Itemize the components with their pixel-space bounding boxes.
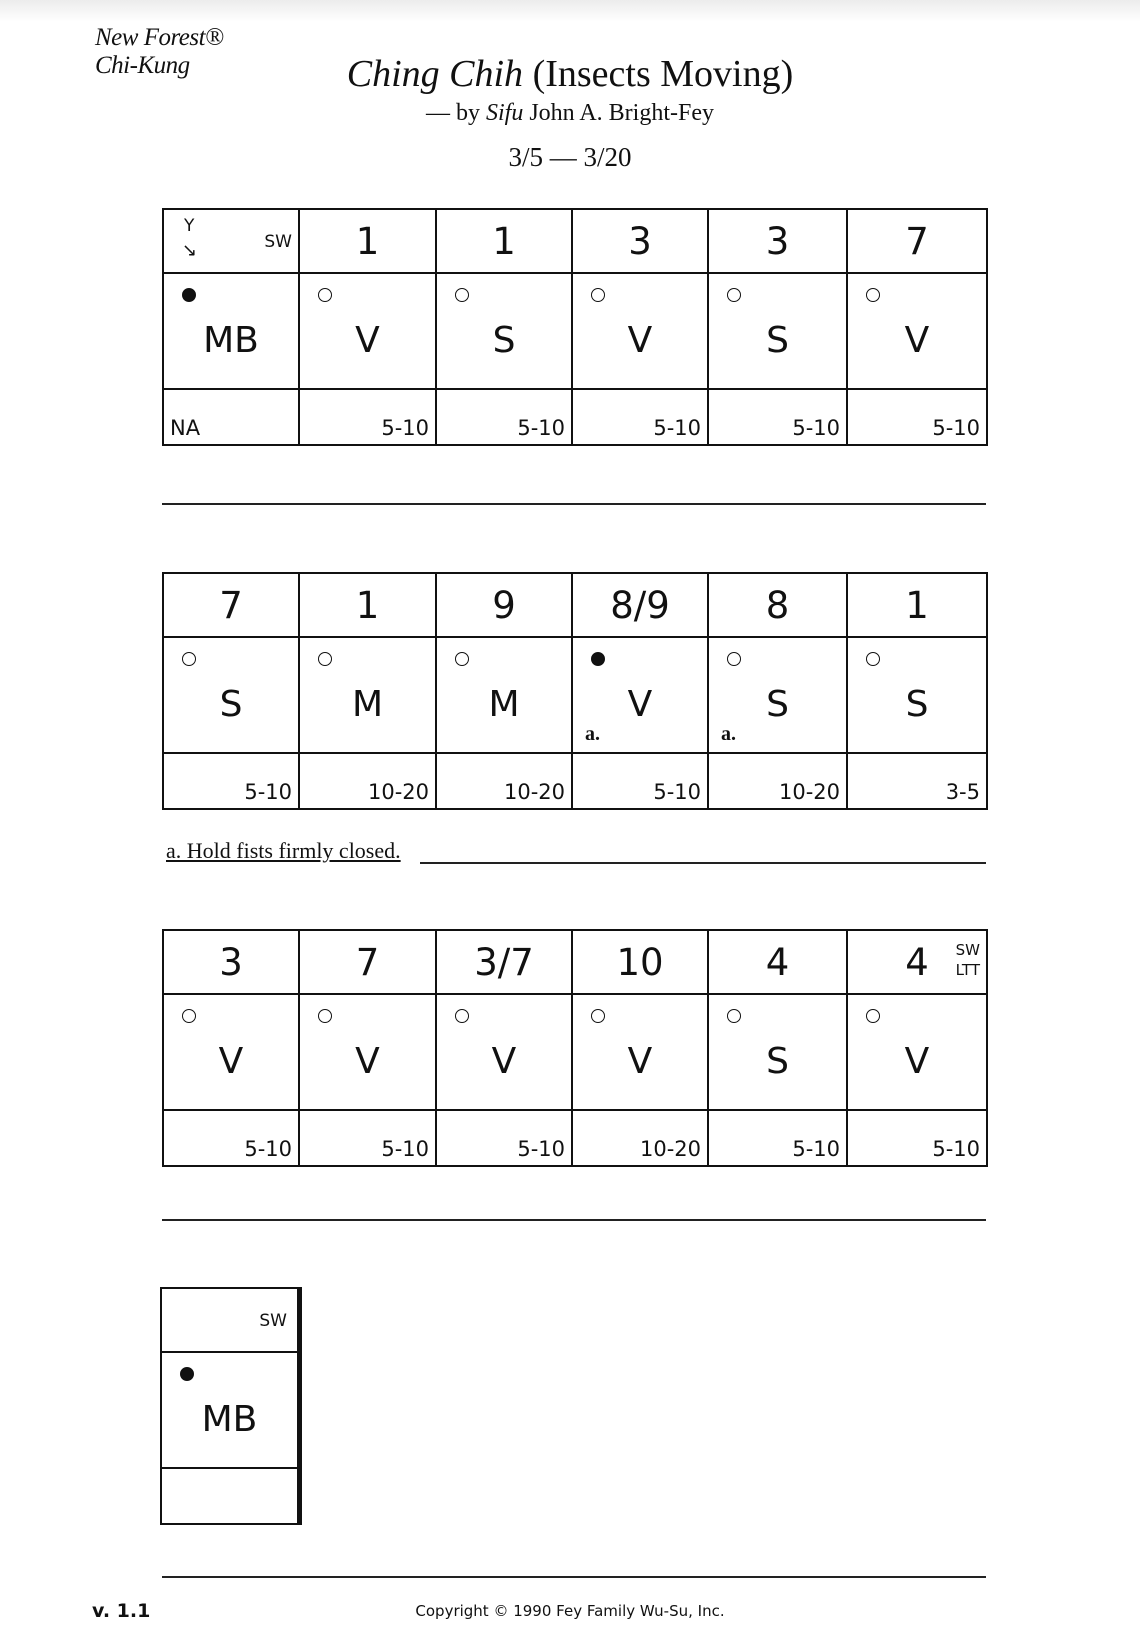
open-circle-icon	[591, 1009, 605, 1023]
move-cell	[299, 273, 436, 389]
move-cell	[847, 273, 987, 389]
cell-duration: 5-10	[653, 416, 701, 440]
notes-line	[162, 503, 986, 505]
duration-cell	[847, 1110, 987, 1166]
number-cell	[436, 209, 572, 273]
number-cell	[163, 930, 299, 994]
cell-duration: 5-10	[932, 416, 980, 440]
cell-duration: 5-10	[244, 780, 292, 804]
footnote: a. Hold fists firmly closed.	[166, 838, 401, 863]
cell-duration: 5-10	[381, 1137, 429, 1161]
duration-cell	[163, 753, 299, 809]
sw-label: SW	[955, 941, 980, 959]
cell-number: 9	[492, 584, 516, 627]
cell-duration: 5-10	[792, 1137, 840, 1161]
open-circle-icon	[727, 652, 741, 666]
duration-cell	[436, 1110, 572, 1166]
move-cell	[161, 1352, 300, 1468]
copyright: Copyright © 1990 Fey Family Wu-Su, Inc.	[415, 1602, 725, 1620]
cell-move: S	[492, 320, 516, 361]
cell-note: a.	[721, 723, 736, 745]
number-row	[163, 930, 987, 994]
title-main: Ching Chih	[346, 53, 524, 95]
open-circle-icon	[455, 1009, 469, 1023]
end-header-cell	[161, 1288, 300, 1352]
move-cell	[572, 637, 708, 753]
cell-move: S	[905, 684, 929, 725]
cell-duration: 10-20	[367, 780, 429, 804]
duration-cell	[708, 1110, 847, 1166]
cell-duration: 10-20	[639, 1137, 701, 1161]
filled-dot-icon	[182, 288, 196, 302]
move-cell	[708, 994, 847, 1110]
move-cell	[436, 637, 572, 753]
move-cell	[436, 994, 572, 1110]
open-circle-icon	[318, 288, 332, 302]
cell-number: 8/9	[610, 584, 670, 627]
duration-cell	[299, 1110, 436, 1166]
number-cell	[572, 573, 708, 637]
move-cell	[847, 994, 987, 1110]
y-label: Y	[184, 216, 195, 236]
sw-label: SW	[259, 1311, 287, 1331]
cell-number: 4	[765, 941, 790, 984]
cell-duration: 10-20	[503, 780, 565, 804]
cell-move: V	[904, 320, 930, 361]
number-cell	[708, 930, 847, 994]
cell-duration: 10-20	[778, 780, 840, 804]
filled-dot-icon	[180, 1367, 194, 1381]
number-cell	[572, 209, 708, 273]
number-cell	[163, 573, 299, 637]
number-row	[163, 209, 987, 273]
cell-move: V	[627, 684, 653, 725]
duration-row	[161, 1468, 300, 1524]
duration-row	[163, 753, 987, 809]
duration-cell	[572, 753, 708, 809]
duration-cell	[299, 389, 436, 445]
move-cell	[708, 273, 847, 389]
number-cell	[847, 573, 987, 637]
cell-number: 10	[616, 941, 664, 984]
cell-move: V	[491, 1041, 517, 1082]
move-cell	[299, 637, 436, 753]
open-circle-icon	[866, 652, 880, 666]
cell-number: 1	[492, 220, 516, 263]
version-label: v. 1.1	[92, 1600, 151, 1622]
open-circle-icon	[591, 288, 605, 302]
cell-number: 1	[355, 220, 380, 263]
cell-duration: 5-10	[381, 416, 429, 440]
filled-dot-icon	[591, 652, 605, 666]
move-cell	[163, 994, 299, 1110]
move-cell	[572, 994, 708, 1110]
cell-move: S	[219, 684, 243, 725]
start-header-cell	[163, 209, 299, 273]
number-row	[163, 573, 987, 637]
duration-row	[163, 389, 987, 445]
open-circle-icon	[727, 288, 741, 302]
number-cell	[847, 930, 987, 994]
open-circle-icon	[318, 1009, 332, 1023]
open-circle-icon	[182, 652, 196, 666]
byline-name: John A. Bright-Fey	[529, 100, 715, 126]
sw-label: SW	[264, 232, 292, 252]
duration-cell	[572, 389, 708, 445]
duration-cell	[299, 753, 436, 809]
duration-cell	[161, 1468, 300, 1524]
cell-duration: 3-5	[945, 780, 980, 804]
open-circle-icon	[866, 1009, 880, 1023]
cell-number: 1	[355, 584, 380, 627]
cell-note: a.	[585, 723, 600, 745]
cell-move: V	[355, 320, 380, 361]
cell-duration: 5-10	[653, 780, 701, 804]
brand-line-1: New Forest®	[95, 24, 224, 51]
cell-number: 3	[765, 220, 790, 263]
sequence-table-2	[162, 572, 988, 810]
duration-cell	[847, 753, 987, 809]
cell-duration: 5-10	[792, 416, 840, 440]
number-cell	[299, 930, 436, 994]
duration-cell	[708, 389, 847, 445]
notes-line	[162, 1219, 986, 1221]
duration-cell	[163, 1110, 299, 1166]
date-range: 3/5 — 3/20	[508, 142, 632, 172]
move-row	[163, 637, 987, 753]
byline-pre: — by	[425, 100, 480, 126]
move-cell	[163, 273, 299, 389]
open-circle-icon	[866, 288, 880, 302]
open-circle-icon	[727, 1009, 741, 1023]
duration-row	[163, 1110, 987, 1166]
cell-number: 7	[905, 220, 929, 263]
cell-number: 3	[219, 941, 243, 984]
cell-move: S	[766, 1041, 789, 1082]
number-cell	[847, 209, 987, 273]
duration-cell	[847, 389, 987, 445]
duration-cell	[708, 753, 847, 809]
open-circle-icon	[182, 1009, 196, 1023]
cell-move: MB	[201, 1399, 258, 1440]
cell-move: V	[627, 1041, 653, 1082]
cell-duration: 5-10	[932, 1137, 980, 1161]
open-circle-icon	[455, 288, 469, 302]
number-cell	[436, 573, 572, 637]
move-cell	[708, 637, 847, 753]
sequence-table-4	[160, 1287, 302, 1525]
page-title	[0, 52, 1140, 96]
cell-move: M	[351, 684, 384, 725]
duration-cell	[572, 1110, 708, 1166]
byline-sifu: Sifu	[485, 100, 524, 126]
move-row	[161, 1352, 300, 1468]
cell-duration: 5-10	[517, 1137, 565, 1161]
top-shadow	[0, 0, 1140, 22]
number-cell	[299, 209, 436, 273]
move-cell	[163, 637, 299, 753]
move-cell	[847, 637, 987, 753]
open-circle-icon	[455, 652, 469, 666]
duration-cell	[436, 389, 572, 445]
ltt-label: LTT	[955, 961, 980, 979]
brand-line-2: Chi-Kung	[95, 52, 190, 79]
cell-move: V	[904, 1041, 930, 1082]
title-rest: (Insects Moving)	[532, 53, 794, 95]
move-row	[163, 994, 987, 1110]
cell-number: 1	[905, 584, 929, 627]
byline	[0, 100, 1140, 127]
sequence-table-3	[162, 929, 988, 1167]
number-cell	[572, 930, 708, 994]
cell-number: 4	[905, 941, 929, 984]
duration-cell	[163, 389, 299, 445]
cell-move: V	[218, 1041, 244, 1082]
number-cell	[708, 209, 847, 273]
number-row	[161, 1288, 300, 1352]
move-cell	[572, 273, 708, 389]
cell-duration: 5-10	[244, 1137, 292, 1161]
cell-number: 3	[628, 220, 652, 263]
cell-duration: 5-10	[517, 416, 565, 440]
move-cell	[299, 994, 436, 1110]
cell-move: V	[355, 1041, 380, 1082]
cell-number: 7	[219, 584, 243, 627]
number-cell	[708, 573, 847, 637]
cell-number: 3/7	[474, 941, 534, 984]
cell-move: S	[766, 684, 789, 725]
footnote-line	[420, 862, 986, 864]
number-cell	[436, 930, 572, 994]
number-cell	[299, 573, 436, 637]
cell-move: M	[488, 684, 520, 725]
cell-number: 8	[765, 584, 790, 627]
duration-cell	[436, 753, 572, 809]
diagonal-arrow-icon: ↘	[182, 240, 198, 261]
notes-line	[162, 1576, 986, 1578]
cell-duration: NA	[170, 416, 201, 440]
cell-move: V	[627, 320, 653, 361]
cell-number: 7	[355, 941, 380, 984]
move-row	[163, 273, 987, 389]
cell-move: MB	[203, 320, 259, 361]
cell-move: S	[766, 320, 789, 361]
open-circle-icon	[318, 652, 332, 666]
move-cell	[436, 273, 572, 389]
sequence-table-1	[162, 208, 988, 446]
